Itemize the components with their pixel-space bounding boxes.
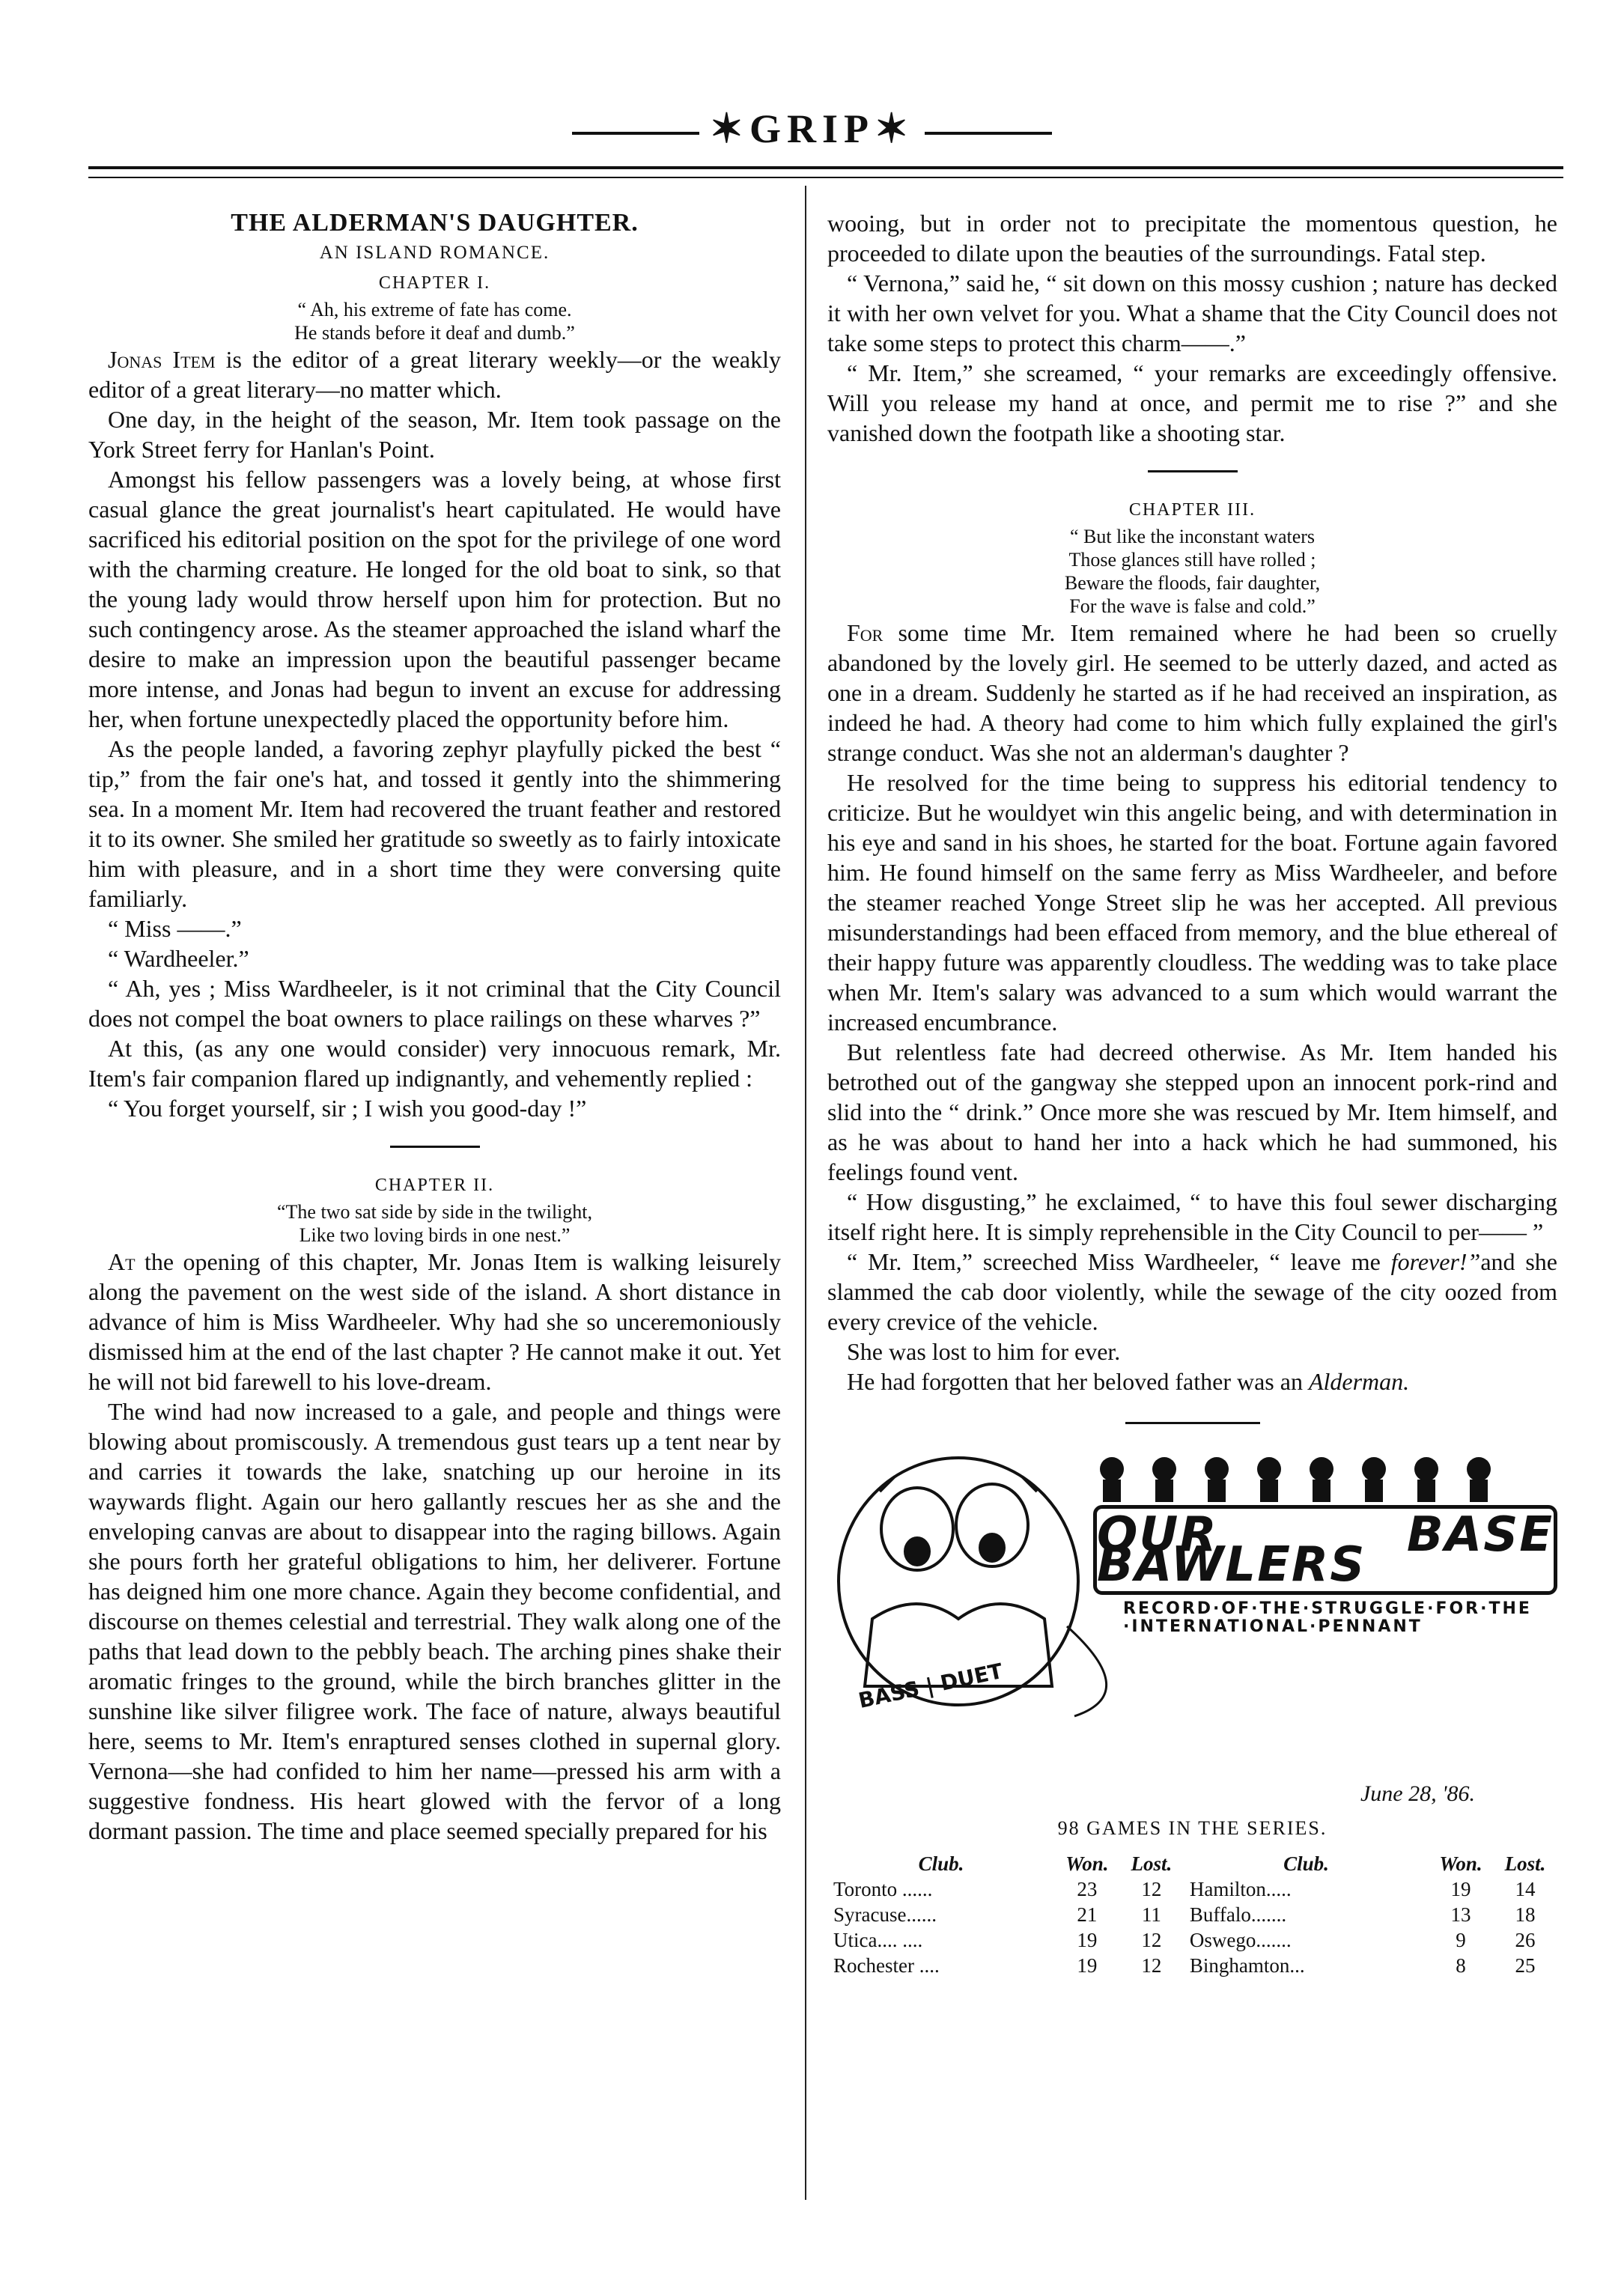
- section-rule: [390, 1146, 480, 1148]
- masthead-underline: [88, 166, 1563, 169]
- player-figures: [1100, 1457, 1491, 1502]
- paragraph: “ Ah, yes ; Miss Wardheeler, is it not criminal that the City Council does not compel the boat owners to place railings on these wharves ?”: [88, 975, 781, 1032]
- paragraph-text: is the editor of a great literary weekly—or the weakly editor of a great literary—no matter which.: [88, 346, 781, 403]
- paragraph: He resolved for the time being to suppress his editorial tendency to criticize. But he wouldyet win this angelic being, and with determination in his eye and sand in his shoes, he started for the boat. Fortune again favored him. He found himself on the same ferry as Miss Wardheeler, and before the steamer reached Yonge Street slip he was her accepted. All previous misunderstandings had been effaced from memory, and the blue ethereal of their happy future was apparently cloudless. The wedding was to take place when Mr. Item's salary was advanced to a sum which would warrant the increased encumbrance.: [827, 769, 1557, 1036]
- left-column: [88, 208, 781, 1846]
- table-row: [827, 1902, 1557, 1927]
- won-value: 19: [1077, 1954, 1098, 1977]
- won-value: 19: [1450, 1878, 1471, 1900]
- masthead-rule-left: [572, 132, 699, 135]
- club-name: Binghamton...: [1189, 1954, 1305, 1977]
- paragraph: [827, 618, 1557, 767]
- epigraph-line: Like two loving birds in one nest.”: [299, 1224, 571, 1246]
- paragraph: “ Miss ——.”: [108, 915, 242, 942]
- paragraph: The wind had now increased to a gale, and people and things were blowing about promiscously. A tremendous gust tears up a tent near by and carries it towards the lake, snatching up our heroine in its waywards flight. Again our hero gallantly rescues her as she and the enveloping canvas are about to disappear into the raging billows. Again she pours forth her grateful obligations to him, her deliverer. Fortune has deigned him one more chance. Again they become confidential, and discourse on themes celestial and terrestrial. They walk along one of the paths that lead down to the pebbly beach. The arching pines shake their aromatic fringes to the ground, while the birch branches glitter in the sunshine like silver filigree work. The face of nature, always beautiful here, seems to Mr. Item's enraptured senses clothed in supernal glory. Vernona—she had confided to him her name—pressed his arm with a suggestive fondness. His heart glowed with the fervor of a long dormant passion. The time and place seemed specially prepared for his: [88, 1398, 781, 1844]
- paragraph: As the people landed, a favoring zephyr playfully picked the best “ tip,” from the fair one's hat, and tossed it gently into the shimmering sea. In a moment Mr. Item had recovered the truant feather and restored it to its owner. She smiled her gratitude so sweetly as to fairly intoxicate him with pleasure, and in a short time they were conversing quite familiarly.: [88, 735, 781, 912]
- paragraph: Amongst his fellow passengers was a lovely being, at whose first casual glance the great journalist's heart capitulated. He would have sacrificed his editorial position on the spot for the privilege of one word with the charming creature. He longed for the old boat to sink, so that the young lady would throw herself upon him for protection. But no such contingency arose. As the steamer approached the island wharf the desire to make an impression upon the beautiful passenger became more intense, and Jonas had begun to invent an excuse for addressing her, when fortune unexpectedly placed the opportunity before him.: [88, 466, 781, 732]
- paragraph: “ Mr. Item,” she screamed, “ your remarks are exceedingly offensive. Will you release my hand at once, and permit me to rise ?” and she vanished down the footpath like a shooting star.: [827, 359, 1557, 446]
- chapter-3-heading: CHAPTER III.: [1128, 500, 1256, 520]
- emphasis-text: Alderman.: [1308, 1368, 1410, 1395]
- club-name: Rochester ....: [833, 1954, 940, 1977]
- emblem-banner: OUR BASE BAWLERS: [1093, 1505, 1557, 1595]
- lead-words: At: [108, 1248, 136, 1275]
- column-header: Won.: [1439, 1852, 1482, 1875]
- lost-value: 26: [1515, 1929, 1536, 1951]
- epigraph-line: Beware the floods, fair daughter,: [1064, 572, 1321, 594]
- masthead-underline-thin: [88, 177, 1563, 178]
- record-line-1: RECORD·OF·THE·STRUGGLE·FOR·THE: [1123, 1599, 1532, 1618]
- singer-mouth-right: [980, 1534, 1004, 1561]
- paragraph-text: some time Mr. Item remained where he had been so cruelly abandoned by the lovely girl. He seemed to be utterly dazed, and acted as one in a dream. Suddenly he started as if he had received an inspiration, as indeed he had. A theory had come to him which fully explained the girl's strange conduct. Was she not an alderman's daughter ?: [827, 619, 1557, 766]
- section-rule: [1148, 470, 1238, 472]
- column-header: Lost.: [1131, 1852, 1173, 1875]
- paragraph-text: He had forgotten that her beloved father was an: [847, 1368, 1309, 1395]
- chapter-2-epigraph: [88, 1200, 781, 1247]
- masthead-title: GRIP: [749, 106, 875, 151]
- story-subtitle: AN ISLAND ROMANCE.: [319, 243, 550, 263]
- epigraph-line: Those glances still have rolled ;: [1068, 549, 1316, 571]
- club-name: Toronto ......: [833, 1878, 933, 1900]
- column-header: Won.: [1065, 1852, 1109, 1875]
- chapter-2-heading: CHAPTER II.: [374, 1176, 495, 1195]
- epigraph-line: “ But like the inconstant waters: [1069, 526, 1316, 547]
- lead-words: For: [847, 619, 884, 646]
- epigraph-line: “ Ah, his extreme of fate has come.: [297, 299, 572, 320]
- won-value: 9: [1456, 1929, 1466, 1951]
- lost-value: 12: [1141, 1954, 1162, 1977]
- column-header: Club.: [918, 1852, 964, 1875]
- table-header-row: [827, 1851, 1557, 1876]
- lost-value: 14: [1515, 1878, 1536, 1900]
- column-header: Club.: [1283, 1852, 1329, 1875]
- paragraph: [827, 1247, 1557, 1337]
- chapter-3-epigraph: [827, 525, 1557, 618]
- emblem-record-caption: [1123, 1600, 1532, 1636]
- paragraph: wooing, but in order not to precipitate the momentous question, he proceeded to dilate upon the beauties of the surroundings. Fatal step.: [827, 210, 1557, 267]
- masthead-star-right: ✶: [875, 106, 915, 151]
- singer-mouth-left: [905, 1538, 929, 1565]
- story-title: THE ALDERMAN'S DAUGHTER.: [231, 209, 639, 237]
- column-header: Lost.: [1504, 1852, 1546, 1875]
- standings-date: June 28, '86.: [1360, 1781, 1475, 1806]
- epigraph-line: “The two sat side by side in the twilight,: [277, 1201, 592, 1223]
- won-value: 8: [1456, 1954, 1466, 1977]
- paragraph: “ Wardheeler.”: [108, 945, 249, 972]
- lost-value: 12: [1141, 1929, 1162, 1951]
- chapter-1-heading: CHAPTER I.: [378, 273, 491, 293]
- paragraph: But relentless fate had decreed otherwise. As Mr. Item handed his betrothed out of the gangway she stepped upon an innocent pork-rind and slid into the “ drink.” Once more she was rescued by Mr. Item himself, and as he was about to hand her into a hack which he had summoned, his feelings found vent.: [827, 1039, 1557, 1185]
- lost-value: 11: [1141, 1903, 1161, 1926]
- won-value: 19: [1077, 1929, 1098, 1951]
- club-name: Oswego.......: [1189, 1929, 1292, 1951]
- won-value: 13: [1450, 1903, 1471, 1926]
- column-divider: [805, 186, 806, 2200]
- paragraph-text: and she slammed the cab door violently, while the sewage of the city oozed from every crevice of the vehicle.: [827, 1248, 1558, 1335]
- paragraph: “ Vernona,” said he, “ sit down on this mossy cushion ; nature has decked it with her own velvet for you. What a shame that the City Council does not take some steps to protect this charm——.”: [827, 270, 1557, 356]
- right-column: [827, 208, 1557, 1978]
- standings-games-header: 98 GAMES IN THE SERIES.: [1057, 1817, 1328, 1839]
- record-line-2: ·INTERNATIONAL·PENNANT: [1123, 1617, 1423, 1636]
- paragraph: One day, in the height of the season, Mr. Item took passage on the York Street ferry for Hanlan's Point.: [88, 406, 781, 463]
- paragraph: “ How disgusting,” he exclaimed, “ to have this foul sewer discharging itself right here. It is simply reprehensible in the City Council to per—— ”: [827, 1188, 1557, 1245]
- masthead-star-left: ✶: [709, 106, 749, 151]
- base-bawlers-emblem: [827, 1447, 1557, 1776]
- paragraph-text: the opening of this chapter, Mr. Jonas Item is walking leisurely along the pavement on the west side of the island. A short distance in advance of him is Miss Wardheeler. Why had she so unceremoniously dismissed him at the end of the last chapter ? He cannot make it out. Yet he will not bid farewell to his love-dream.: [88, 1248, 781, 1395]
- standings-table: [827, 1851, 1557, 1978]
- lost-value: 12: [1141, 1878, 1162, 1900]
- table-row: [827, 1927, 1557, 1953]
- bass-duet-label: BASS | DUET: [856, 1658, 1006, 1714]
- paragraph: At this, (as any one would consider) very innocuous remark, Mr. Item's fair companion flared up indignantly, and vehemently replied :: [88, 1035, 781, 1092]
- masthead-rule-right: [925, 132, 1052, 135]
- epigraph-line: He stands before it deaf and dumb.”: [294, 322, 575, 344]
- club-name: Syracuse......: [833, 1903, 937, 1926]
- table-row: [827, 1876, 1557, 1902]
- club-name: Hamilton.....: [1189, 1878, 1292, 1900]
- scroll-ribbon: [1067, 1626, 1107, 1716]
- emphasis-text: forever!”: [1390, 1248, 1481, 1275]
- won-value: 23: [1077, 1878, 1098, 1900]
- paragraph: [88, 1247, 781, 1396]
- club-name: Buffalo.......: [1189, 1903, 1287, 1926]
- section-rule: [1125, 1422, 1260, 1424]
- masthead: [0, 105, 1624, 152]
- epigraph-line: For the wave is false and cold.”: [1069, 595, 1316, 617]
- lead-words: Jonas Item: [108, 346, 216, 373]
- paragraph-text: “ Mr. Item,” screeched Miss Wardheeler, “ leave me: [847, 1248, 1391, 1275]
- won-value: 21: [1077, 1903, 1098, 1926]
- lost-value: 25: [1515, 1954, 1536, 1977]
- chapter-1-epigraph: [88, 298, 781, 344]
- lost-value: 18: [1515, 1903, 1536, 1926]
- paragraph: She was lost to him for ever.: [847, 1338, 1121, 1365]
- club-name: Utica.... ....: [833, 1929, 923, 1951]
- paragraph: [88, 344, 781, 404]
- paragraph: [827, 1366, 1557, 1396]
- table-row: [827, 1953, 1557, 1978]
- paragraph: “ You forget yourself, sir ; I wish you good-day !”: [108, 1095, 587, 1122]
